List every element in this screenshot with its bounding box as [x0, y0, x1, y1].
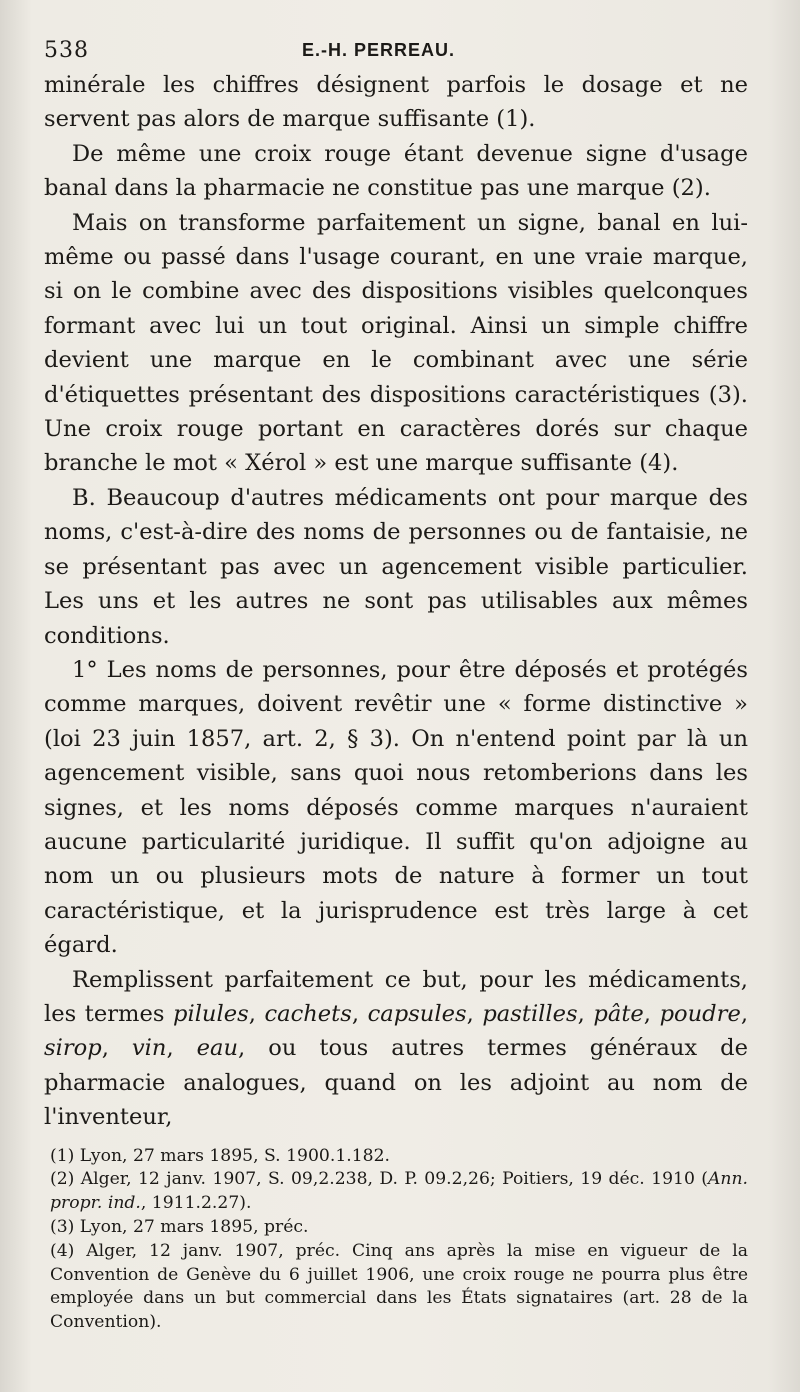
term-poudre: poudre: [659, 1000, 741, 1027]
footnote-2-journal: Ann. propr. ind.: [50, 1169, 748, 1214]
term-cachets: cachets: [264, 1000, 352, 1027]
page-number: 538: [44, 38, 89, 63]
running-head: [44, 30, 748, 64]
paragraph-4: B. Beaucoup d'autres médicaments ont pour marque des noms, c'est-à-dire des noms de personnes ou de fantaisie, ne se présentant pas avec un agencement visible particulier. Les uns et les autres ne sont pas utilisables aux mêmes conditions.: [44, 484, 748, 649]
footnote-4: (4) Alger, 12 janv. 1907, préc. Cinq ans après la mise en vigueur de la Convention de Genève du 6 juillet 1906, une croix rouge ne pourra plus être employée dans un but commercial dans les États signataires (art. 28 de la Convention).: [50, 1240, 748, 1333]
term-eau: eau: [196, 1035, 239, 1062]
running-head-author: E.-H. PERREAU.: [302, 40, 456, 60]
paragraph-1: minérale les chiffres désignent parfois le dosage et ne servent pas alors de marque suffisante (1).: [44, 72, 748, 133]
paragraph-5: 1° Les noms de personnes, pour être déposés et protégés comme marques, doivent revêtir une « forme distinctive » (loi 23 juin 1857, art. 2, § 3). On n'entend point par là un agencement visible, sans quoi nous retomberions dans les signes, et les noms déposés comme marques n'auraient aucune particularité juridique. Il suffit qu'on adjoigne au nom un ou plusieurs mots de nature à former un tout caractéristique, et la jurisprudence est très large à cet égard.: [44, 656, 748, 959]
term-vin: vin: [131, 1035, 167, 1062]
paragraph-6: Remplissent parfaitement ce but, pour les médicaments, les termes pilules, cachets, capsules, pastilles, pâte, poudre, sirop, vin, eau, ou tous autres termes généraux de pharmacie analogues, quand on les adjoint au nom de l'inventeur,: [44, 966, 749, 1131]
term-capsules: capsules: [367, 1000, 467, 1027]
term-pilules: pilules: [173, 1000, 249, 1027]
body-text: [44, 68, 748, 1135]
p6-tail: ou tous autres termes généraux de pharmacie analogues, quand on les adjoint au nom de l'inventeur,: [44, 1035, 748, 1131]
footnote-2: [44, 1168, 748, 1216]
term-sirop: sirop: [44, 1035, 102, 1062]
paragraph-3: Mais on transforme parfaitement un signe, banal en lui-même ou passé dans l'usage courant, en une vraie marque, si on le combine avec des dispositions visibles quelconques formant avec lui un tout original. Ainsi un simple chiffre devient une marque en le combinant avec une série d'étiquettes présentant des dispositions caractéristiques (3). Une croix rouge portant en caractères dorés sur chaque branche le mot « Xérol » est une marque suffisante (4).: [44, 209, 748, 477]
footnote-2-tail: , 1911.2.27).: [140, 1193, 252, 1214]
term-pate: pâte: [593, 1000, 644, 1027]
footnotes: [44, 1145, 748, 1335]
term-pastilles: pastilles: [482, 1000, 578, 1027]
p6-lead: Remplissent parfaitement ce but, pour les médicaments, les termes: [44, 966, 748, 1027]
footnote-2-text: (2) Alger, 12 janv. 1907, S. 09,2.238, D. P. 09.2,26; Poitiers, 19 déc. 1910 (: [50, 1169, 708, 1190]
footnote-1: (1) Lyon, 27 mars 1895, S. 1900.1.182.: [50, 1145, 390, 1166]
footnote-3: (3) Lyon, 27 mars 1895, préc.: [50, 1216, 309, 1237]
paragraph-2: De même une croix rouge étant devenue signe d'usage banal dans la pharmacie ne constitue pas une marque (2).: [44, 140, 748, 202]
